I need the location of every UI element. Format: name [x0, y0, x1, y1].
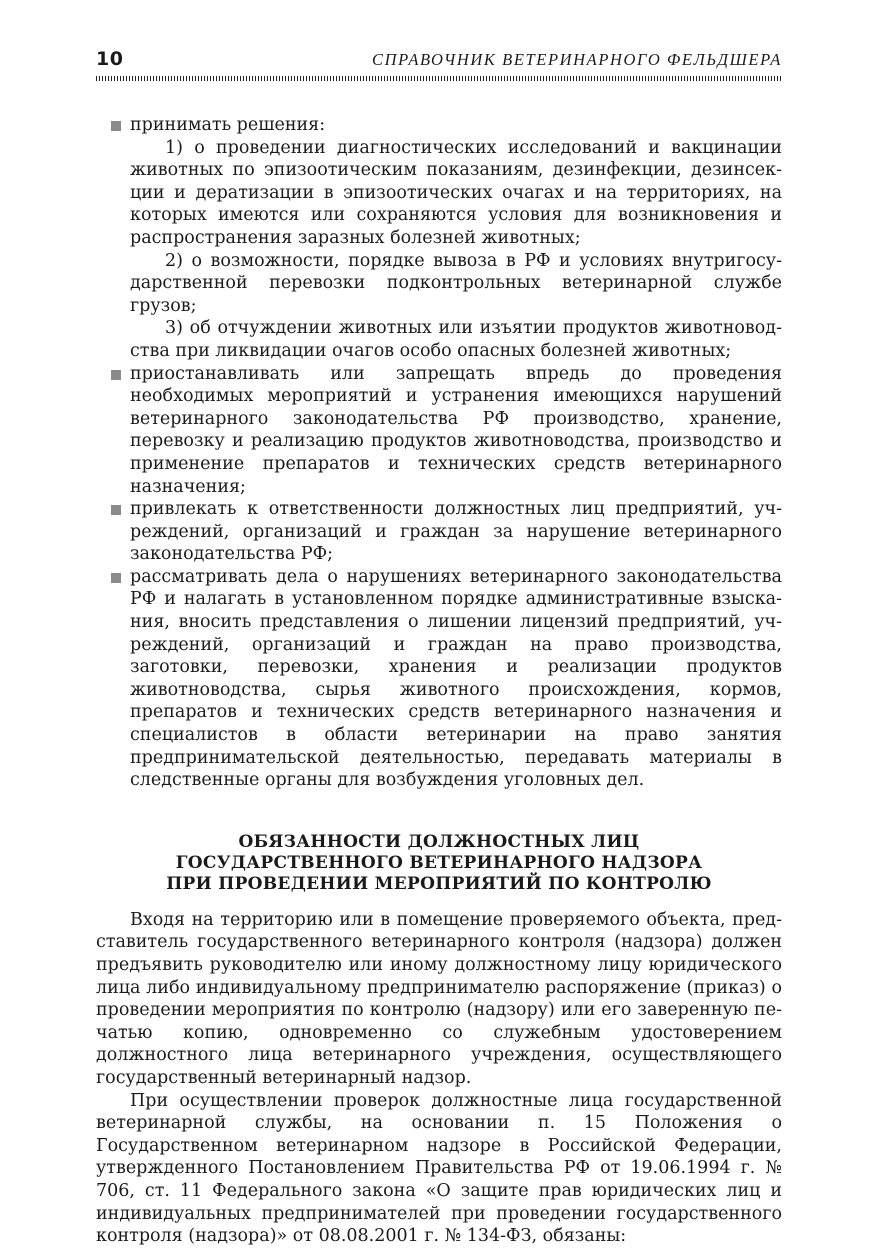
- sub-item: 1) о проведении диагностических исследований и вакцинации животных по эпизоотическим показаниям, дезинфекции, дезинсекции и дератизации в эпизоотических очагах и на территориях, на которых имеются или сохраняются условия для возникновения и распространения заразных болезней животных;: [130, 137, 782, 248]
- list-item-text: приостанавливать или запрещать впредь до проведения необходимых мероприятий и устранения имеющихся нарушений ветеринарного законодательства РФ производство, хранение, перевозку и реализацию продуктов животноводства, производство и применение препаратов и технических средств ветеринарного назначения;: [130, 363, 782, 497]
- list-item-text: принимать решения:: [130, 115, 326, 135]
- square-bullet-icon: [111, 505, 121, 515]
- square-bullet-icon: [111, 121, 121, 131]
- page-header: [96, 46, 782, 72]
- sub-item: 2) о возможности, порядке вывоза в РФ и условиях внутригосударственной перевозки подконтрольных ветеринарной службе грузов;: [130, 250, 782, 316]
- heading-line: ПРИ ПРОВЕДЕНИИ МЕРОПРИЯТИЙ ПО КОНТРОЛЮ: [166, 873, 712, 894]
- square-bullet-icon: [111, 370, 121, 380]
- body-paragraph: При осуществлении проверок должностные лица государственной ветеринарной службы, на основании п. 15 Положения о Государственном ветеринарном надзоре в Российской Федерации, утвержденного Постановлением Правительства РФ от 19.06.1994 г. № 706, ст. 11 Федерального закона «О защите прав юридических лиц и индивидуальных предпринимателей при проведении государственного контроля (надзора)» от 08.08.2001 г. № 134-ФЗ, обязаны:: [96, 1090, 782, 1247]
- list-item-text: привлекать к ответственности должностных лиц предприятий, учреждений, организаций и граждан за нарушение ветеринарного законодательства РФ;: [130, 499, 782, 565]
- section-heading: [96, 832, 782, 895]
- page-number: 10: [96, 48, 124, 70]
- body-paragraph: Входя на территорию или в помещение проверяемого объекта, представитель государственного ветеринарного контроля (надзора) должен предъявить руководителю или иному должностному лицу юридического лица либо индивидуальному предпринимателю распоряжение (приказ) о проведении мероприятия по контролю (надзору) или его заверенную печатью копию, одновременно со служебным удостоверением должностного лица ветеринарного учреждения, осуществляющего государственный ветеринарный надзор.: [96, 909, 782, 1088]
- list-item-text: рассматривать дела о нарушениях ветеринарного законодательства РФ и налагать в установленном порядке административные взыскания, вносить представления о лишении лицензий предприятий, учреждений, организаций и граждан на право производства, заготовки, перевозки, хранения и реализации продуктов животноводства, сырья животного происхождения, кормов, препаратов и технических средств ветеринарного назначения и специалистов в области ветеринарии на право занятия предпринимательской деятельностью, передавать материалы в следственные органы для возбуждения уголовных дел.: [130, 566, 782, 791]
- list-item: [96, 114, 782, 363]
- heading-line: ОБЯЗАННОСТИ ДОЛЖНОСТНЫХ ЛИЦ: [238, 831, 640, 852]
- page-content: [96, 114, 782, 1248]
- running-title: СПРАВОЧНИК ВЕТЕРИНАРНОГО ФЕЛЬДШЕРА: [372, 50, 782, 69]
- list-item: [96, 498, 782, 566]
- list-item: [96, 363, 782, 499]
- sub-item: 3) об отчуждении животных или изъятии продуктов животноводства при ликвидации очагов особо опасных болезней животных;: [130, 318, 782, 361]
- square-bullet-icon: [111, 573, 121, 583]
- heading-line: ГОСУДАРСТВЕННОГО ВЕТЕРИНАРНОГО НАДЗОРА: [175, 852, 703, 873]
- header-rule: [96, 76, 782, 81]
- list-item: [96, 566, 782, 792]
